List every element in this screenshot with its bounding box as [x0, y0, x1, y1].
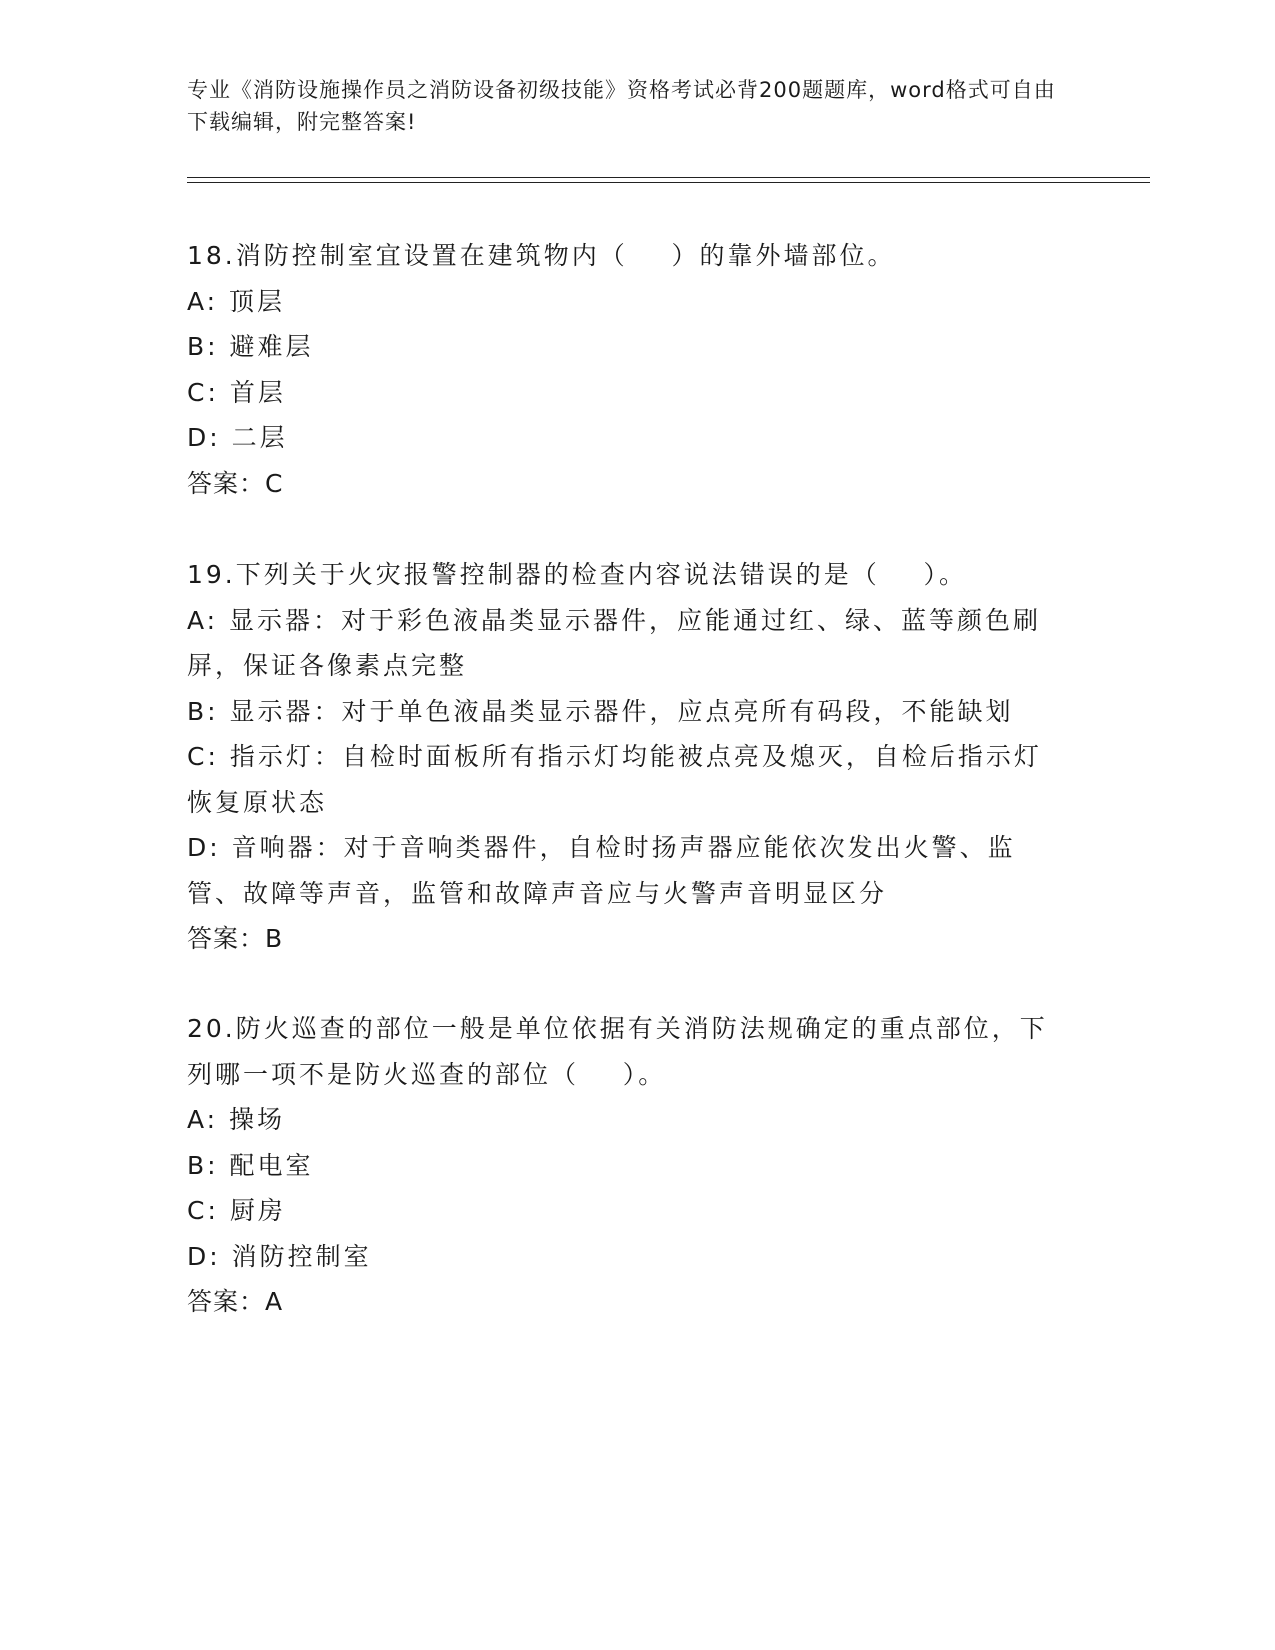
- answer-line: 答案：C: [187, 468, 284, 498]
- question-stem: 19.下列关于火灾报警控制器的检查内容说法错误的是（ ）。: [187, 560, 968, 589]
- answer-line: 答案：A: [187, 1287, 284, 1316]
- option-b: B: 避难层: [187, 332, 314, 361]
- option-b: B: 配电室: [187, 1150, 314, 1180]
- option-d: D: 音响器：对于音响类器件，自检时扬声器应能依次发出火警、监管、故障等声音，监管和故障声音应与火警声音明显区分: [187, 833, 1016, 908]
- question-18: [187, 233, 1067, 506]
- question-stem: 18.消防控制室宜设置在建筑物内（ ）的靠外墙部位。: [187, 241, 896, 270]
- question-19: [187, 552, 1067, 962]
- header-divider-bottom: [187, 182, 1150, 183]
- question-stem: 20.防火巡查的部位一般是单位依据有关消防法规确定的重点部位，下列哪一项不是防火巡查的部位（ ）。: [187, 1014, 1048, 1089]
- option-d: D: 二层: [187, 423, 288, 452]
- answer-line: 答案：B: [187, 924, 284, 953]
- option-a: A: 显示器：对于彩色液晶类显示器件，应能通过红、绿、蓝等颜色刷屏，保证各像素点完整: [187, 605, 1042, 680]
- option-c: C: 首层: [187, 377, 286, 407]
- option-b: B: 显示器：对于单色液晶类显示器件，应点亮所有码段，不能缺划: [187, 696, 1014, 726]
- document-header: 专业《消防设施操作员之消防设备初级技能》资格考试必背200题题库，word格式可自由下载编辑，附完整答案!: [187, 78, 1056, 134]
- option-c: C: 指示灯：自检时面板所有指示灯均能被点亮及熄灭，自检后指示灯恢复原状态: [187, 742, 1042, 817]
- option-a: A: 顶层: [187, 286, 286, 316]
- header-divider-top: [187, 177, 1150, 178]
- question-20: [187, 1006, 1067, 1325]
- option-a: A: 操场: [187, 1105, 286, 1134]
- option-d: D: 消防控制室: [187, 1241, 372, 1271]
- option-c: C: 厨房: [187, 1196, 286, 1225]
